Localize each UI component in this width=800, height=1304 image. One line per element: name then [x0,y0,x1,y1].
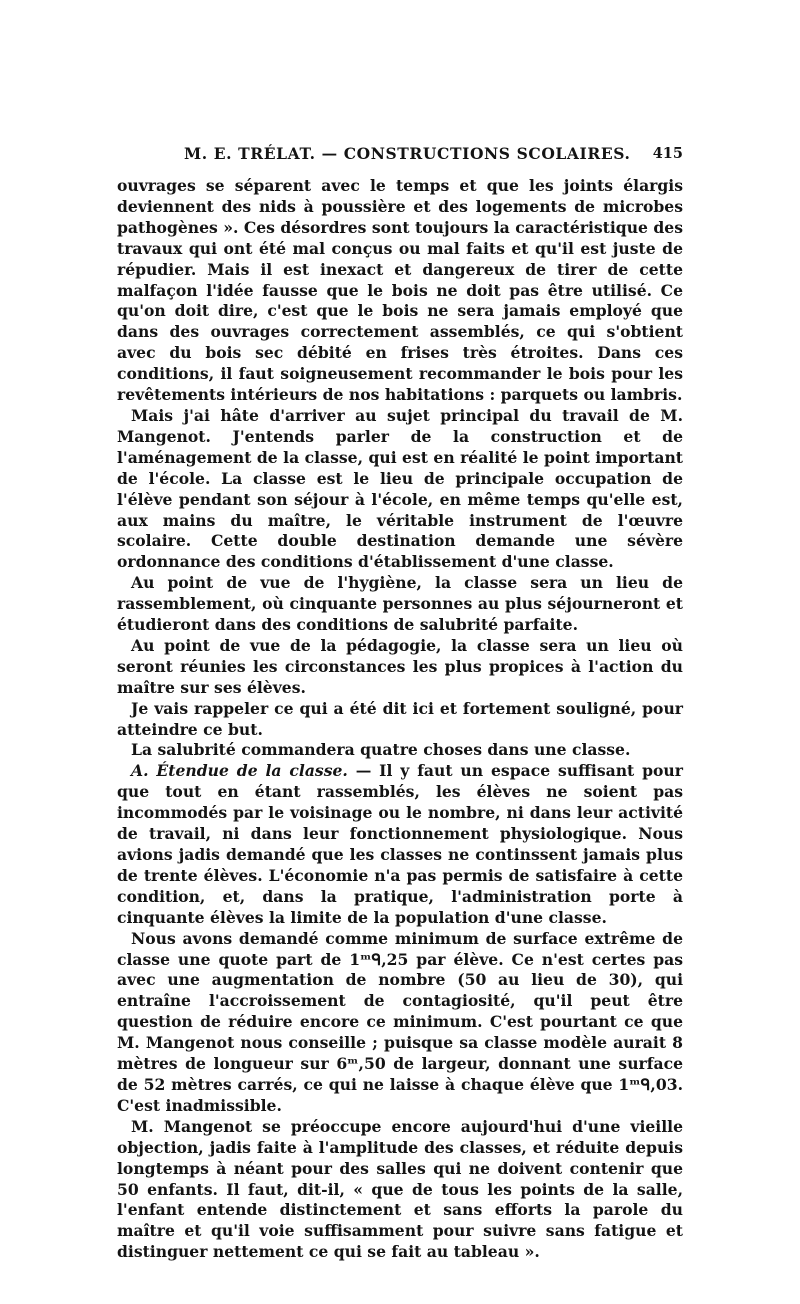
running-head [117,142,683,168]
paragraph-text: ouvrages se séparent avec le temps et que les joints élargis deviennent des nids à poussière et des logements de microbes pathogènes ». Ces désordres sont toujours la caractéristique des travaux qui ont été mal conçus ou mal faits et qu'il est juste de répudier. Mais il est inexact et dangereux de tirer de cette malfaçon l'idée fausse que le bois ne doit pas être utilisé. Ce qu'on doit dire, c'est que le bois ne sera jamais employé que dans des ouvrages correctement assemblés, ce qui s'obtient avec du bois sec débité en frises très étroites. Dans ces conditions, il faut soigneusement recommander le bois pour les revêtements intérieurs de nos habitations : parquets ou lambris. [117,176,683,405]
paragraph-main-subject [117,406,683,573]
section-heading: A. Étendue de la classe. [131,761,348,781]
paragraph-surface [117,929,683,1117]
paragraph-text: Je vais rappeler ce qui a été dit ici et fortement souligné, pour atteindre ce but. [117,698,683,739]
paragraph-text: Au point de vue de la pédagogie, la classe sera un lieu où seront réunies les circonstances les plus propices à l'action du maître sur ses élèves. [117,635,683,697]
paragraph-salubrity [117,740,683,761]
paragraph-section-a [117,761,683,928]
paragraph-text: Au point de vue de l'hygiène, la classe sera un lieu de rassemblement, où cinquante personnes au plus séjourneront et étudieront dans des conditions de salubrité parfaite. [117,573,683,635]
paragraph-recall [117,699,683,741]
paragraph-objection [117,1117,683,1263]
paragraph-text: Nous avons demandé comme minimum de surface extrême de classe une quote part de 1ᵐᑫ,25 par élève. Ce n'est certes pas avec une augmentation de nombre (50 au lieu de 30), qui entraîne l'accroissement de contagiosité, qu'il peut être question de réduire encore ce minimum. C'est pourtant ce que M. Mangenot nous conseille ; puisque sa classe modèle aurait 8 mètres de longueur sur 6ᵐ,50 de largeur, donnant une surface de 52 mètres carrés, ce qui ne laisse à chaque élève que 1ᵐᑫ,03. C'est inadmissible. [117,928,683,1115]
paragraph-text: Mais j'ai hâte d'arriver au sujet principal du travail de M. Mangenot. J'entends parler de la construction et de l'aménagement de la classe, qui est en réalité le point important de l'école. La classe est le lieu de principale occupation de l'élève pendant son séjour à l'école, en même temps qu'elle est, aux mains du maître, le véritable instrument de l'œuvre scolaire. Cette double destination demande une sévère ordonnance des conditions d'établissement d'une classe. [117,405,683,572]
paragraph-text: La salubrité commandera quatre choses dans une classe. [131,740,631,760]
running-title: M. E. TRÉLAT. — CONSTRUCTIONS SCOLAIRES. [184,144,631,163]
paragraph-pedagogy [117,636,683,699]
paragraph-hygiene [117,573,683,636]
body-text [117,176,683,1263]
book-page [117,142,683,1263]
paragraph-text: M. Mangenot se préoccupe encore aujourd'hui d'une vieille objection, jadis faite à l'amplitude des classes, et réduite depuis longtemps à néant pour des salles qui ne doivent contenir que 50 enfants. Il faut, dit-il, « que de tous les points de la salle, l'enfant entende distinctement et sans efforts la parole du maître et qu'il voie suffisamment pour suivre sans fatigue et distinguer nettement ce qui se fait au tableau ». [117,1116,683,1262]
paragraph-continuation [117,176,683,406]
paragraph-text: — Il y faut un espace suffisant pour que tout en étant rassemblés, les élèves ne soient pas incommodés par le voisinage ou le nombre, ni dans leur activité de travail, ni dans leur fonctionnement physiologique. Nous avions jadis demandé que les classes ne continssent jamais plus de trente élèves. L'économie n'a pas permis de satisfaire à cette condition, et, dans la pratique, l'administration porte à cinquante élèves la limite de la population d'une classe. [117,761,683,927]
page-number: 415 [652,145,683,162]
